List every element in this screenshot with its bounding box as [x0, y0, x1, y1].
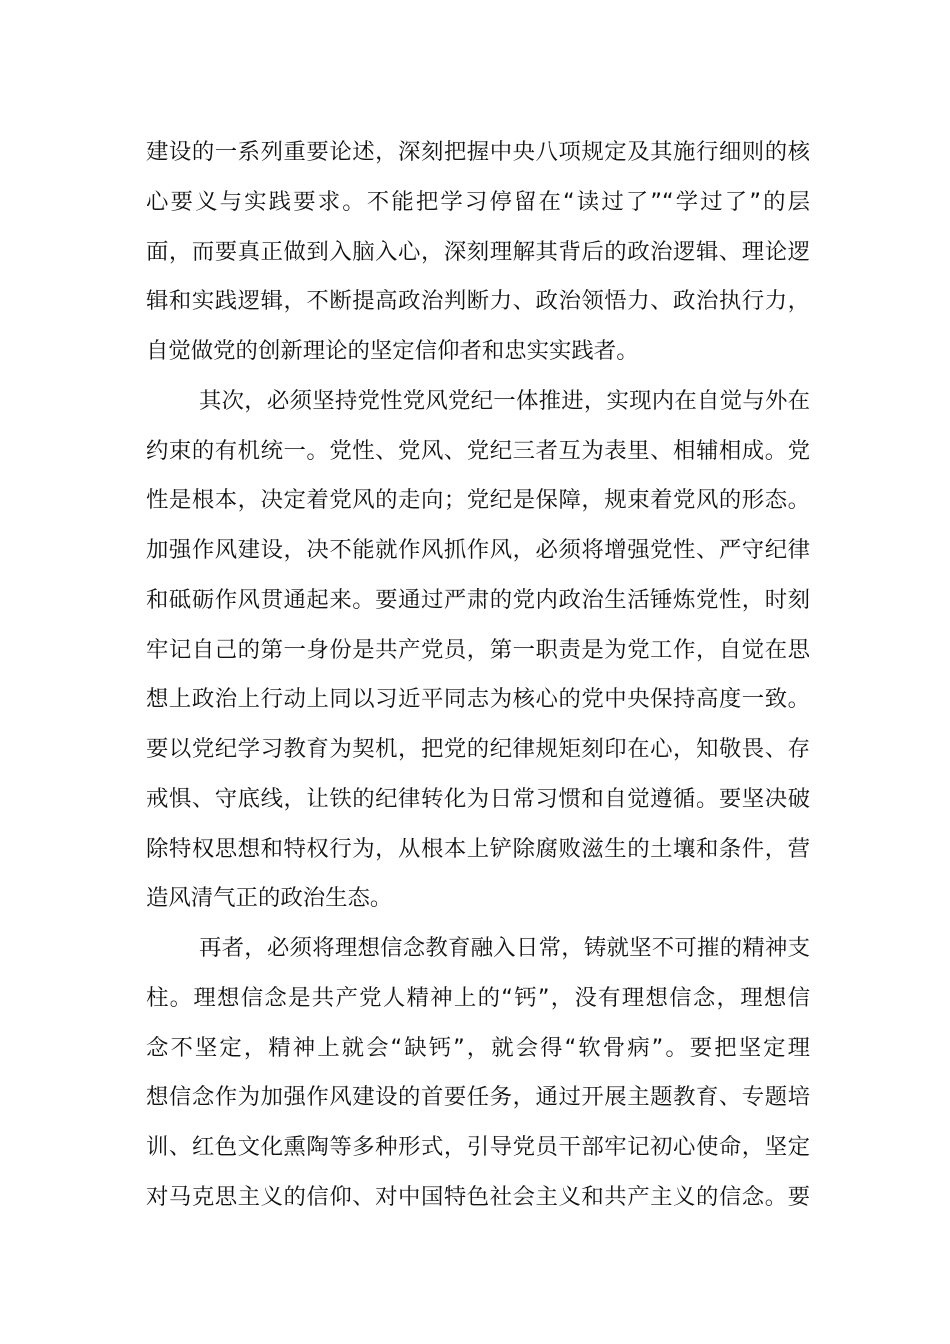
text-line: 想信念作为加强作风建设的首要任务，通过开展主题教育、专题培 [146, 1084, 810, 1111]
text-line: 念不坚定，精神上就会“缺钙”，就会得“软骨病”。要把坚定理 [146, 1034, 810, 1061]
text-line: 约束的有机统一。党性、党风、党纪三者互为表里、相辅相成。党 [146, 437, 810, 464]
text-line: 要以党纪学习教育为契机，把党的纪律规矩刻印在心，知敬畏、存 [146, 736, 810, 762]
text-line: 牢记自己的第一身份是共产党员，第一职责是为党工作，自觉在思 [146, 636, 810, 663]
text-line: 面，而要真正做到入脑入心，深刻理解其背后的政治逻辑、理论逻 [146, 238, 810, 265]
text-line: 再者，必须将理想信念教育融入日常，铸就坚不可摧的精神支 [199, 935, 810, 961]
text-line: 心要义与实践要求。不能把学习停留在“读过了”“学过了”的层 [146, 188, 810, 215]
text-line: 除特权思想和特权行为，从根本上铲除腐败滋生的土壤和条件，营 [146, 835, 810, 862]
text-line: 其次，必须坚持党性党风党纪一体推进，实现内在自觉与外在 [199, 387, 810, 414]
text-line: 训、红色文化熏陶等多种形式，引导党员干部牢记初心使命，坚定 [146, 1134, 810, 1160]
text-line: 造风清气正的政治生态。 [146, 885, 393, 912]
text-line: 和砥砺作风贯通起来。要通过严肃的党内政治生活锤炼党性，时刻 [146, 586, 810, 613]
text-line: 自觉做党的创新理论的坚定信仰者和忠实实践者。 [146, 338, 639, 364]
text-line: 柱。理想信念是共产党人精神上的“钙”，没有理想信念，理想信 [146, 984, 810, 1011]
text-line: 加强作风建设，决不能就作风抓作风，必须将增强党性、严守纪律 [146, 537, 810, 563]
text-line: 想上政治上行动上同以习近平同志为核心的党中央保持高度一致。 [146, 686, 810, 713]
text-line: 戒惧、守底线，让铁的纪律转化为日常习惯和自觉遵循。要坚决破 [146, 785, 810, 812]
text-line: 对马克思主义的信仰、对中国特色社会主义和共产主义的信念。要 [146, 1183, 810, 1210]
text-line: 建设的一系列重要论述，深刻把握中央八项规定及其施行细则的核 [146, 139, 810, 165]
text-line: 辑和实践逻辑，不断提高政治判断力、政治领悟力、政治执行力， [146, 288, 810, 315]
text-line: 性是根本，决定着党风的走向；党纪是保障，规束着党风的形态。 [146, 487, 810, 514]
